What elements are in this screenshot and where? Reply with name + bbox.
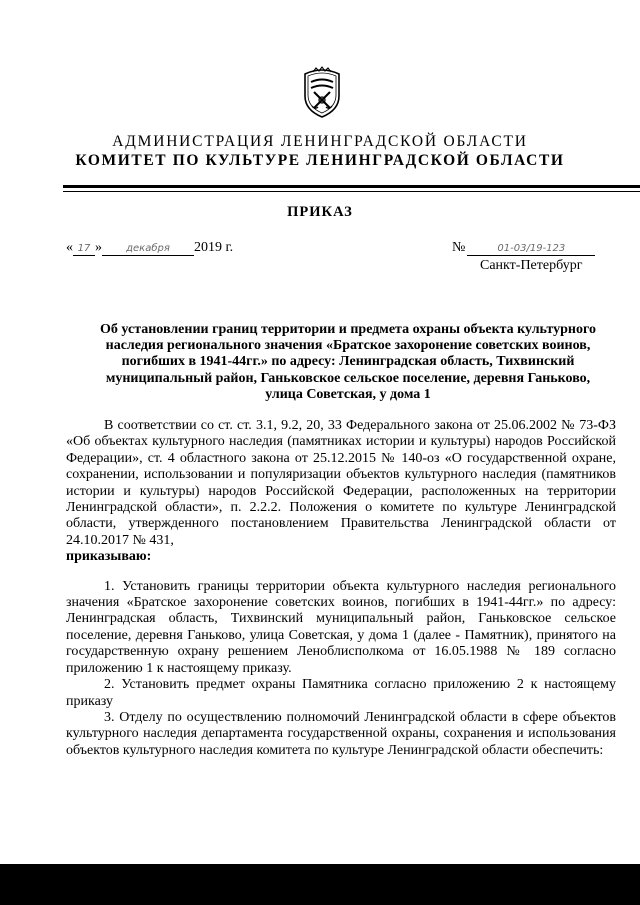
subject-line: погибших в 1941-44гг.» по адресу: Ленинградская область, Тихвинский — [121, 354, 575, 370]
number-label: № — [452, 240, 466, 255]
subject-line: улица Советская, у дома 1 — [265, 386, 431, 402]
header-rule-thin — [63, 191, 640, 192]
header-rule-thick — [63, 185, 640, 188]
organization-name: АДМИНИСТРАЦИЯ ЛЕНИНГРАДСКОЙ ОБЛАСТИ — [112, 133, 528, 150]
order-word: приказываю: — [66, 549, 152, 565]
document-type-title: ПРИКАЗ — [287, 204, 353, 220]
preamble-paragraph — [66, 418, 616, 566]
date-month-handwritten: декабря — [102, 242, 194, 256]
order-subject — [66, 322, 630, 403]
subject-line: Об установлении границ территории и предмета охраны объекта культурного — [100, 322, 596, 337]
date-close-quote: » — [95, 240, 102, 255]
number-handwritten: 01-03/19-123 — [467, 242, 595, 256]
order-body — [66, 418, 616, 759]
date-open-quote: « — [66, 240, 73, 255]
order-number — [452, 240, 595, 256]
subject-line: муниципальный район, Ганьковское сельское поселение, деревня Ганьково, — [105, 370, 591, 386]
preamble-text: В соответствии со ст. ст. 3.1, 9.2, 20, 33 Федерального закона от 25.06.2002 № 73-ФЗ «Об объектах культурного наследия (памятниках истории и культуры) народов Российской Федерации», ст. 4 областного закона от 25.12.2015 № 140-оз «О государственной охране, сохранении, использовании и популяризации объектов культурного наследия (памятников истории и культуры) народов Российской Федерации, расположенных на территории Ленинградской области», п. 2.2.2. Положения о комитете по культуре Ленинградской области, утвержденного постановлением Правительства Ленинградской области от 24.10.2017 № 431, — [66, 418, 616, 548]
coat-of-arms-icon — [303, 66, 341, 118]
order-item-2: 2. Установить предмет охраны Памятника согласно приложению 2 к настоящему приказу — [66, 677, 616, 709]
order-item-1: 1. Установить границы территории объекта культурного наследия регионального значения «Братское захоронение советских воинов, погибших в 1941-44гг.» по адресу: Ленинградская область, Тихвинский муниципальный район, Ганьковское сельское поселение, деревня Ганьково, улица Советская, у дома 1 (далее - Памятник), принятого на государственную охрану решением Леноблисполкома от 16.05.1988 № 189 согласно приложению 1 к настоящему приказу. — [66, 578, 616, 676]
order-date — [66, 240, 233, 256]
date-year: 2019 г. — [194, 240, 234, 255]
order-item-3: 3. Отделу по осуществлению полномочий Ленинградской области в сфере объектов культурного наследия департамента государственной охраны, сохранения и использования объектов культурного наследия комитета по культуре Ленинградской области обеспечить: — [66, 709, 616, 758]
scan-edge-bar — [0, 864, 640, 905]
subject-line: наследия регионального значения «Братское захоронение советских воинов, — [105, 338, 591, 354]
city-name: Санкт-Петербург — [480, 258, 583, 273]
date-day-handwritten: 17 — [73, 242, 95, 256]
committee-name: КОМИТЕТ ПО КУЛЬТУРЕ ЛЕНИНГРАДСКОЙ ОБЛАСТИ — [75, 152, 565, 169]
